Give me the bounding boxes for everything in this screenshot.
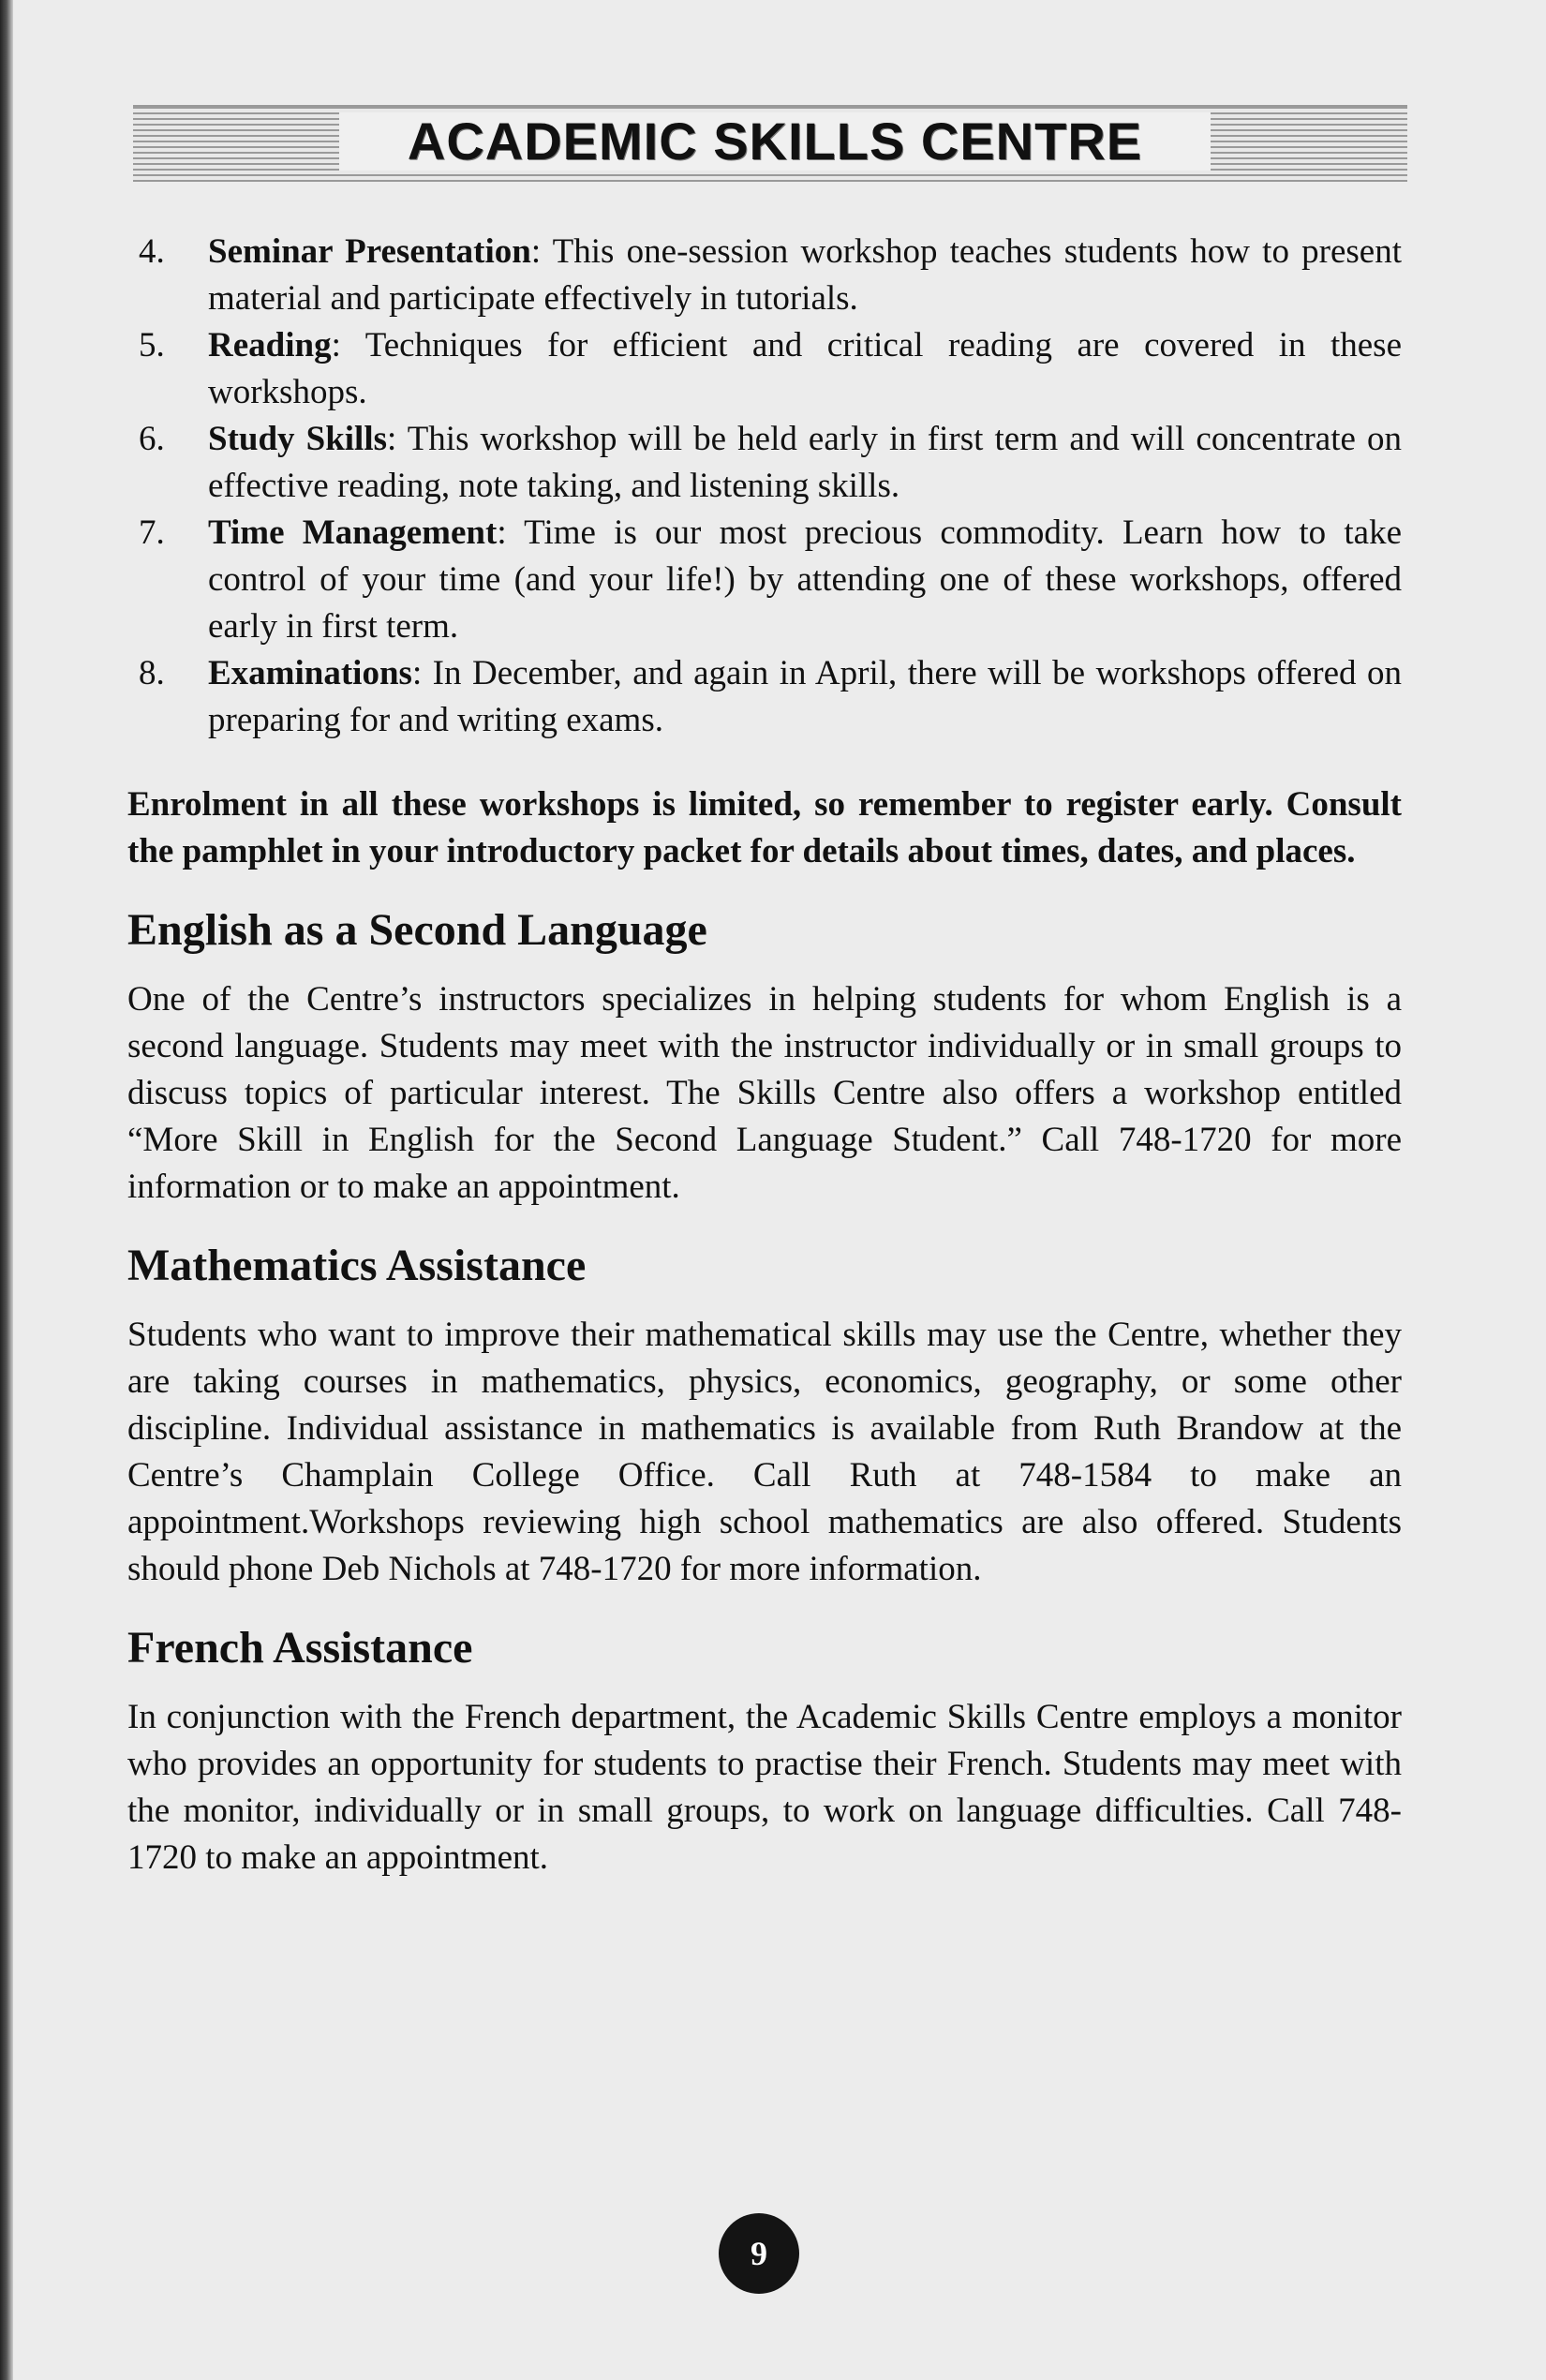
list-item-label: Reading (208, 326, 332, 364)
list-item-text: : Time is our most precious commodity. Learn how to take control of your time (and your life!) by attending one of these workshops, offered early in first term. (208, 513, 1402, 646)
section-body-math: Students who want to improve their mathematical skills may use the Centre, whether they are taking courses in mathematics, physics, economics, geography, or some other discipline. Individual assistance in mathematics is available from Ruth Brandow at the Centre’s Champlain College Office. Call Ruth at 748-1584 to make an appointment.Workshops reviewing high school mathematics are also offered. Students should phone Deb Nichols at 748-1720 for more information. (127, 1316, 1402, 1588)
enrolment-notice: Enrolment in all these workshops is limited, so remember to register early. Consult the pamphlet in your introductory packet for details about times, dates, and places. (127, 785, 1402, 870)
list-item (127, 322, 1402, 416)
section-body-french: In conjunction with the French department, the Academic Skills Centre employs a monitor who provides an opportunity for students to practise their French. Students may meet with the monitor, individually or in small groups, to work on language difficulties. Call 748-1720 to make an appointment. (127, 1698, 1402, 1877)
list-item (127, 510, 1402, 650)
list-item-label: Examinations (208, 654, 412, 692)
list-item-text: : This one-session workshop teaches students how to present material and participate effectively in tutorials. (208, 232, 1403, 318)
section-heading-french: French Assistance (127, 1623, 473, 1673)
page-binding-edge (0, 0, 13, 2380)
list-item (127, 229, 1402, 322)
document-page (13, 0, 1546, 2380)
list-item-number: 6. (139, 420, 165, 458)
header-banner (133, 105, 1407, 182)
list-item-number: 7. (139, 513, 165, 552)
list-item-label: Time Management (208, 513, 498, 552)
section-heading-esl: English as a Second Language (127, 905, 707, 955)
list-item-text: : This workshop will be held early in first term and will concentrate on effective reading, note taking, and listening skills. (208, 420, 1402, 505)
section-heading-math: Mathematics Assistance (127, 1241, 587, 1290)
list-item-number: 5. (139, 326, 165, 364)
list-item-number: 8. (139, 654, 165, 692)
list-item (127, 650, 1402, 744)
list-item-label: Seminar Presentation (208, 232, 531, 271)
page-content (127, 229, 1402, 1882)
list-item-number: 4. (139, 232, 165, 271)
list-item-text: : In December, and again in April, there will be workshops offered on preparing for and writing exams. (208, 654, 1402, 739)
page-title: ACADEMIC SKILLS CENTRE (339, 112, 1211, 171)
list-item-label: Study Skills (208, 420, 388, 458)
list-item (127, 416, 1402, 510)
list-item-text: : Techniques for efficient and critical reading are covered in these workshops. (208, 326, 1402, 411)
page-number-badge: 9 (719, 2213, 799, 2294)
section-body-esl: One of the Centre’s instructors specializes in helping students for whom English is a second language. Students may meet with the instructor individually or in small groups to discuss topics of particular interest. The Skills Centre also offers a workshop entitled “More Skill in English for the Second Language Student.” Call 748-1720 for more information or to make an appointment. (127, 980, 1402, 1206)
workshop-list (127, 229, 1402, 744)
